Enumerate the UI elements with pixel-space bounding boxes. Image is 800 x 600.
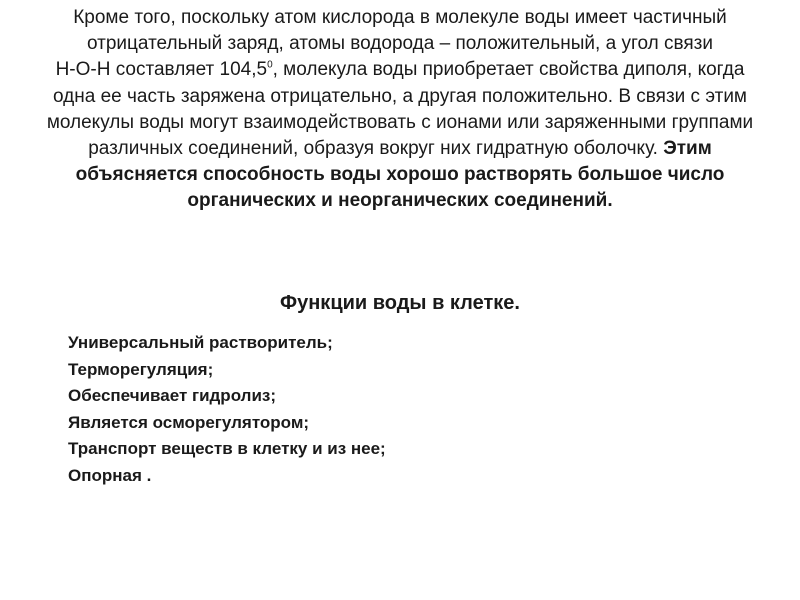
intro-text-part-2: Н-О-Н составляет 104,5 bbox=[55, 59, 268, 81]
intro-paragraph bbox=[40, 5, 760, 215]
list-item: Опорная . bbox=[68, 465, 152, 485]
list-item: Обеспечивает гидролиз; bbox=[68, 386, 277, 405]
intro-text-part-1: Кроме того, поскольку атом кислорода в молекуле воды имеет частичный отрицательный заряд, атомы водорода – положительный, а угол связи bbox=[73, 7, 727, 55]
list-item: Транспорт веществ в клетку и из нее; bbox=[68, 439, 386, 458]
list-item: Универсальный растворитель; bbox=[68, 333, 333, 352]
intro-text-part-3: , молекула воды приобретает свойства диполя, когда одна ее часть заряжена отрицательно, а другая положительно. В связи с этим молекулы воды могут взаимодействовать с ионами или заряженными группами различных соединений, образуя вокруг них гидратную оболочку. bbox=[46, 59, 754, 160]
functions-heading: Функции воды в клетке. bbox=[280, 292, 520, 314]
intro-bold-conclusion: Этим объясняется способность воды хорошо растворять большое число органических и неорганических соединений. bbox=[75, 138, 725, 212]
list-item: Является осморегулятором; bbox=[68, 412, 310, 432]
degree-superscript: 0 bbox=[267, 60, 273, 72]
list-item: Терморегуляция; bbox=[68, 359, 214, 379]
functions-list bbox=[68, 330, 386, 489]
